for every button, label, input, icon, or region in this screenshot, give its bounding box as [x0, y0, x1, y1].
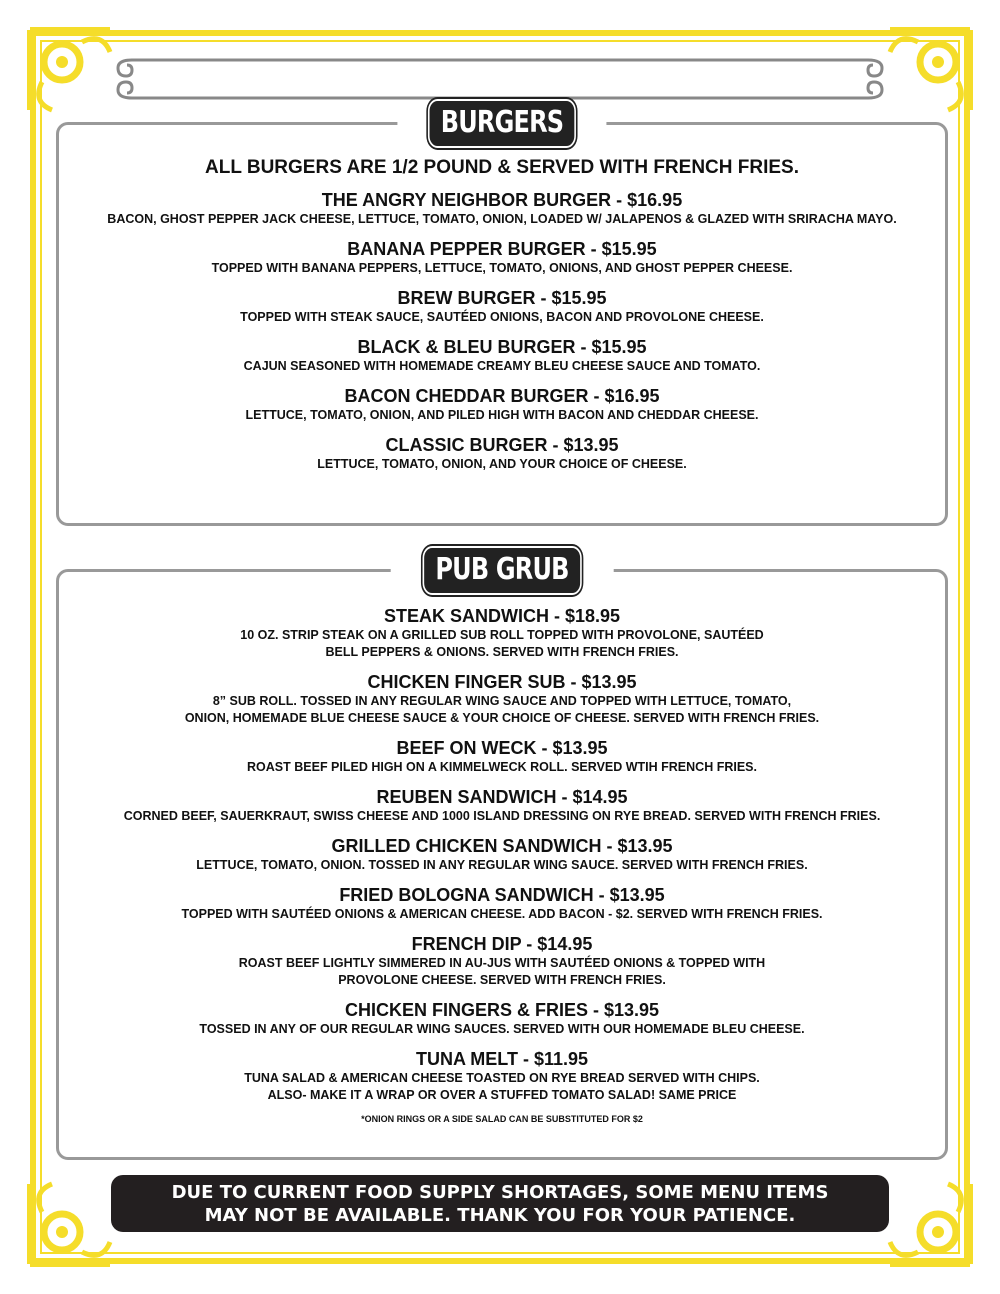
menu-item-desc: BACON, GHOST PEPPER JACK CHEESE, LETTUCE, TOMATO, ONION, LOADED W/ JALAPENOS & GLAZED WITH SRIRACHA MAYO. [107, 212, 897, 226]
menu-item-desc: TOPPED WITH SAUTÉED ONIONS & AMERICAN CHEESE. ADD BACON - $2. SERVED WITH FRENCH FRIES. [181, 907, 823, 921]
menu-item-title: BANANA PEPPER BURGER - $15.95 [347, 239, 657, 259]
pub-grub-section [56, 552, 948, 1160]
burgers-heading [397, 101, 606, 146]
menu-item-desc: CAJUN SEASONED WITH HOMEMADE CREAMY BLEU CHEESE SAUCE AND TOMATO. [243, 359, 761, 373]
menu-item [59, 385, 945, 424]
menu-item-desc: ALSO- MAKE IT A WRAP OR OVER A STUFFED TOMATO SALAD! SAME PRICE [267, 1088, 737, 1102]
menu-item-desc: PROVOLONE CHEESE. SERVED WITH FRENCH FRIES. [338, 973, 666, 987]
supply-shortage-notice [111, 1175, 889, 1232]
menu-item [59, 933, 945, 989]
menu-item [59, 835, 945, 874]
menu-item-title: BREW BURGER - $15.95 [397, 288, 607, 308]
burgers-section [56, 105, 948, 526]
menu-item-desc: 8” SUB ROLL. TOSSED IN ANY REGULAR WING SAUCE AND TOPPED WITH LETTUCE, TOMATO, [212, 694, 792, 708]
corner-ornament-icon [22, 1177, 117, 1272]
menu-item-desc: ROAST BEEF LIGHTLY SIMMERED IN AU-JUS WITH SAUTÉED ONIONS & TOPPED WITH [238, 956, 766, 970]
menu-item-title: REUBEN SANDWICH - $14.95 [376, 787, 628, 807]
burgers-list [59, 157, 945, 483]
menu-item-desc: TOPPED WITH BANANA PEPPERS, LETTUCE, TOMATO, ONIONS, AND GHOST PEPPER CHEESE. [211, 261, 793, 275]
menu-item [59, 434, 945, 473]
menu-item [59, 884, 945, 923]
menu-item-desc: TOSSED IN ANY OF OUR REGULAR WING SAUCES. SERVED WITH OUR HOMEMADE BLEU CHEESE. [199, 1022, 805, 1036]
menu-item [59, 605, 945, 661]
menu-item-title: CLASSIC BURGER - $13.95 [385, 435, 619, 455]
menu-item-title: STEAK SANDWICH - $18.95 [383, 606, 621, 626]
corner-ornament-icon [883, 1177, 978, 1272]
menu-item-title: CHICKEN FINGER SUB - $13.95 [367, 672, 637, 692]
notice-line: MAY NOT BE AVAILABLE. THANK YOU FOR YOUR PATIENCE. [204, 1205, 796, 1226]
menu-item [59, 737, 945, 776]
menu-item-desc: 10 OZ. STRIP STEAK ON A GRILLED SUB ROLL TOPPED WITH PROVOLONE, SAUTÉED [240, 628, 764, 642]
menu-item [59, 287, 945, 326]
menu-item-desc: LETTUCE, TOMATO, ONION, AND YOUR CHOICE OF CHEESE. [317, 457, 687, 471]
menu-item-desc: CORNED BEEF, SAUERKRAUT, SWISS CHEESE AND 1000 ISLAND DRESSING ON RYE BREAD. SERVED WITH FRENCH FRIES. [123, 809, 881, 823]
menu-item-desc: BELL PEPPERS & ONIONS. SERVED WITH FRENCH FRIES. [325, 645, 679, 659]
corner-ornament-icon [22, 22, 117, 117]
pub-grub-heading [391, 548, 614, 593]
menu-item-title: THE ANGRY NEIGHBOR BURGER - $16.95 [321, 190, 683, 210]
burgers-heading-label: BURGERS [430, 101, 575, 146]
menu-item-title: BLACK & BLEU BURGER - $15.95 [357, 337, 647, 357]
menu-item-title: BACON CHEDDAR BURGER - $16.95 [344, 386, 660, 406]
pub-grub-heading-label: PUB GRUB [424, 548, 580, 593]
menu-item-desc: ONION, HOMEMADE BLUE CHEESE SAUCE & YOUR CHOICE OF CHEESE. SERVED WITH FRENCH FRIES. [184, 711, 820, 725]
menu-item-desc: TUNA SALAD & AMERICAN CHEESE TOASTED ON RYE BREAD SERVED WITH CHIPS. [244, 1071, 760, 1085]
menu-item [59, 999, 945, 1038]
menu-item-desc: TOPPED WITH STEAK SAUCE, SAUTÉED ONIONS, BACON AND PROVOLONE CHEESE. [240, 310, 764, 324]
substitution-footnote: *ONION RINGS OR A SIDE SALAD CAN BE SUBSTITUTED FOR $2 [361, 1114, 643, 1124]
menu-item-title: CHICKEN FINGERS & FRIES - $13.95 [344, 1000, 660, 1020]
menu-item-desc: LETTUCE, TOMATO, ONION, AND PILED HIGH WITH BACON AND CHEDDAR CHEESE. [245, 408, 759, 422]
menu-item-desc: ROAST BEEF PILED HIGH ON A KIMMELWECK ROLL. SERVED WTIH FRENCH FRIES. [247, 760, 757, 774]
menu-item [59, 1048, 945, 1104]
menu-item [59, 671, 945, 727]
menu-item-title: BEEF ON WECK - $13.95 [396, 738, 608, 758]
scroll-divider-icon [110, 50, 890, 80]
menu-item-title: GRILLED CHICKEN SANDWICH - $13.95 [331, 836, 673, 856]
menu-item [59, 336, 945, 375]
menu-item [59, 189, 945, 228]
menu-item-desc: LETTUCE, TOMATO, ONION. TOSSED IN ANY REGULAR WING SAUCE. SERVED WITH FRENCH FRIES. [196, 858, 808, 872]
corner-ornament-icon [883, 22, 978, 117]
burgers-intro: ALL BURGERS ARE 1/2 POUND & SERVED WITH FRENCH FRIES. [205, 157, 799, 178]
menu-item-title: FRIED BOLOGNA SANDWICH - $13.95 [339, 885, 665, 905]
menu-item [59, 238, 945, 277]
menu-item [59, 786, 945, 825]
pub-grub-list [59, 605, 945, 1124]
menu-item-title: FRENCH DIP - $14.95 [411, 934, 593, 954]
notice-line: DUE TO CURRENT FOOD SUPPLY SHORTAGES, SOME MENU ITEMS [171, 1182, 829, 1203]
menu-item-title: TUNA MELT - $11.95 [415, 1049, 589, 1069]
